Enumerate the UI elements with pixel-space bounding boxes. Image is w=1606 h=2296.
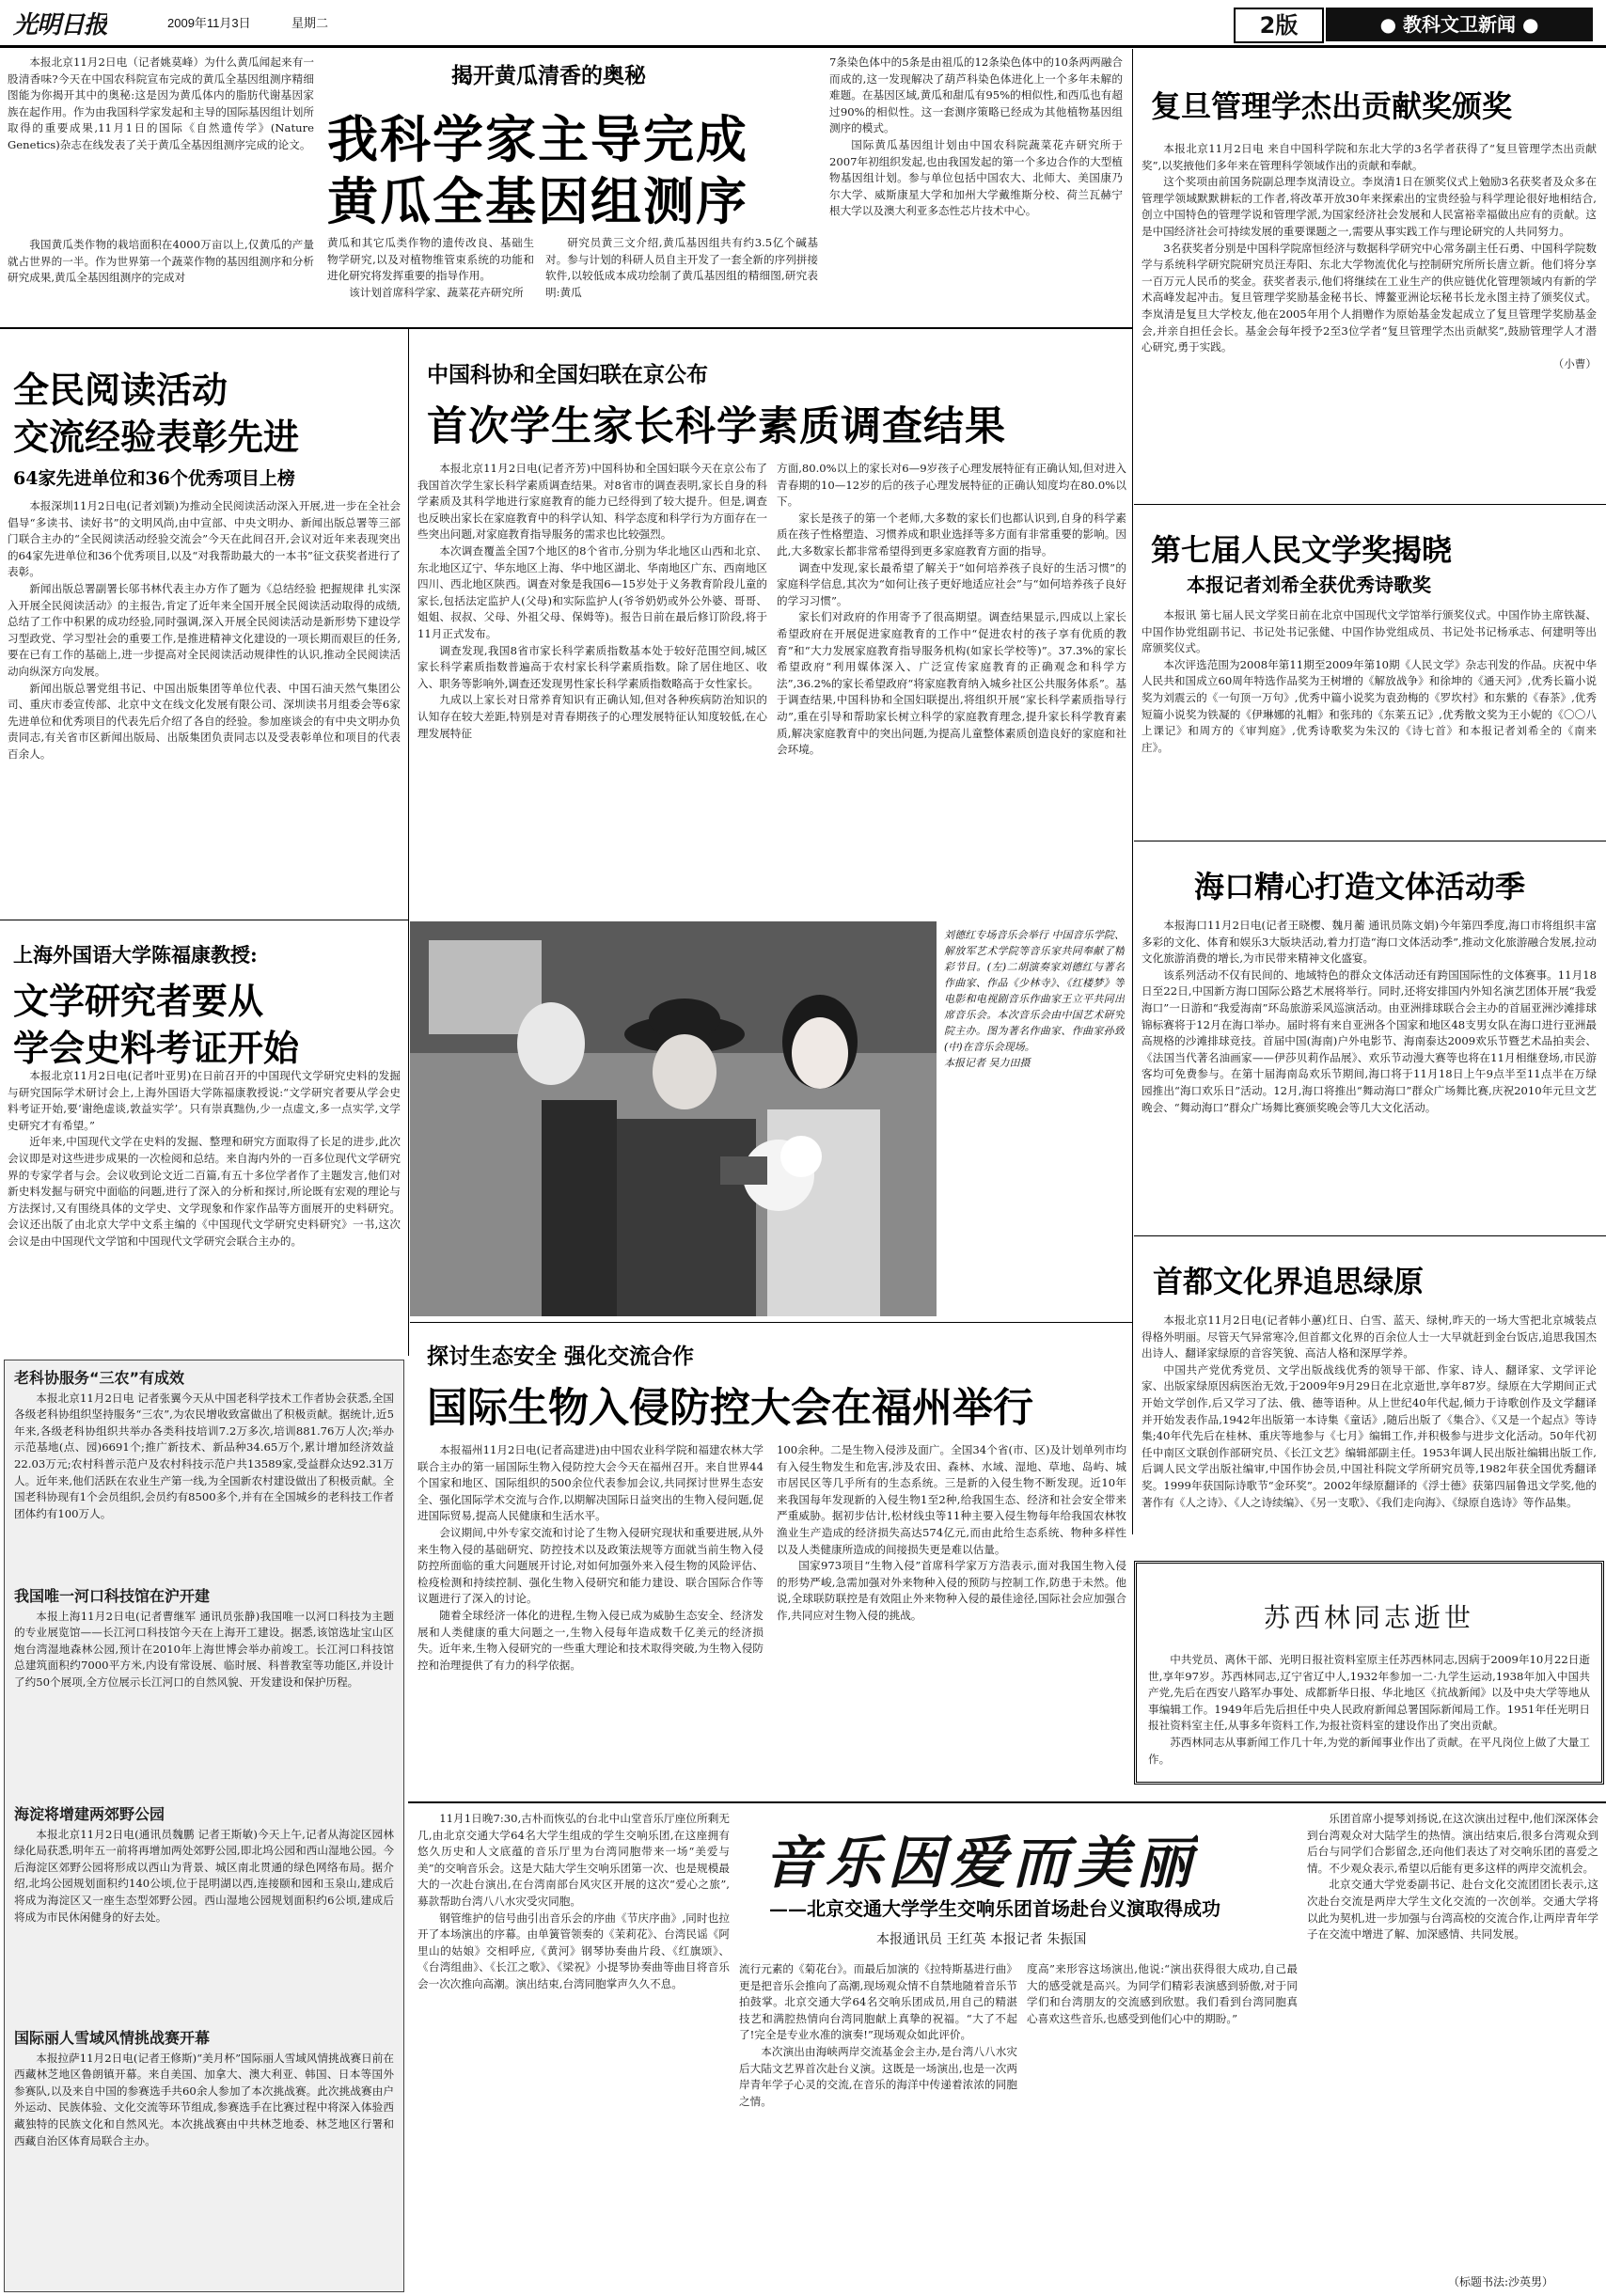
shangwai-paragraph: 近年来,中国现代文学在史料的发掘、整理和研究方面取得了长足的进步,此次会议即是对这些进步成果的一次检阅和总结。来自海内外的一百多位现代文学研究界的专家学者与会。会议收到论文近二百篇,有五十多位学者作了主题发言,他们对新史料发掘与研究中面临的问题,进行了深入的分析和探讨,所论既有宏观的理论与方法探讨,又有围绕具体的文学史、文学现象和作家作品等方面展开的史料研究。会议还出版了由北京大学中文系主编的《中国现代文学研究史料研究》一书,这次会议是由中国现代文学馆和中国现代文学研究会联合主办的。 <box>8 1135 401 1248</box>
section-rule <box>410 1322 1132 1323</box>
masthead-weekday: 星期二 <box>291 16 329 30</box>
fudan-paragraph: 这个奖项由前国务院副总理李岚清设立。李岚清1日在颁奖仪式上勉励3名获奖者及众多在管理学领域默默耕耘的工作者,将改革开放30年来探索出的宝贵经验与科学理论很好地相结合,创立中国特色的管理学说和管理学派,为国家经济社会发展和人民富裕幸福做出应有的贡献。这是中国经济社会可持续发展的重要课题之一,需要从事实践工作与理论研究的人共同努力。 <box>1142 175 1597 238</box>
reading-headline-2: 交流经验表彰先进 <box>13 417 300 458</box>
wenxue-subheadline: 本报记者刘希全获优秀诗歌奖 <box>1187 574 1431 596</box>
concert-photo-image <box>410 921 937 1316</box>
haikou-paragraph: 本报海口11月2日电(记者王晓樱、魏月蘅 通讯员陈文娟)今年第四季度,海口市将组织丰富多彩的文化、体育和娱乐3大版块活动,着力打造“海口文体活动季”,推动文化旅游融合发展,拉动文化旅游消费的增长,为市民带来精神文化盛宴。 <box>1142 919 1597 966</box>
shangwai-paragraph: 本报北京11月2日电(记者叶亚男)在日前召开的中国现代文学研究史料的发掘与研究国际学术研讨会上,上海外国语大学陈福康教授说:“文学研究者要从学会史料考证开始,要‘谢绝虚谈,敦益实学’。只有崇真黜伪,少一点虚文,多一点实学,文学史研究才有希望。” <box>8 1069 401 1132</box>
cucumber-paragraph: 该计划首席科学家、蔬菜花卉研究所 <box>349 285 524 299</box>
bio-paragraph: 100余种。二是生物入侵涉及面广。全国34个省(市、区)及计划单列市均有入侵生物发生和危害,涉及农田、森林、水域、湿地、草地、岛屿、城市居民区等几乎所有的生态系统。三是新的入侵生物不断发现。近10年来我国每年发现新的入侵生物1至2种,给我国生态、经济和社会安全带来严重威胁。据初步估计,松材线虫等11种主要入侵生物每年给我国农林牧渔业生产造成的经济损失高达574亿元,而由此给生态系统、物种多样性以及人类健康所造成的间接损失更是难以估量。 <box>777 1443 1126 1556</box>
survey-col-b <box>777 461 1126 916</box>
short-news-title: 我国唯一河口科技馆在沪开建 <box>14 1588 211 1605</box>
bio-paragraph: 随着全球经济一体化的进程,生物入侵已成为威胁生态安全、经济发展和人类健康的重大问题之一,生物入侵每年造成数千亿美元的经济损失。近年来,生物入侵研究的一些重大理论和技术取得突破,为生物入侵防控和治理提供了有力的科学依据。 <box>417 1608 764 1672</box>
music-col-c <box>1027 1961 1298 2290</box>
music-paragraph: 11月1日晚7:30,古朴而恢弘的台北中山堂音乐厅座位所剩无几,由北京交通大学64名大学生组成的学生交响乐团,在这座拥有悠久历史和人文底蕴的音乐厅里为台湾同胞带来一场“美爱与美”的交响音乐会。这是大陆大学生交响乐团第一次、也是规模最大的一次赴台演出,在台湾南部台风灾区开展的这次“爱心之旅”,募款帮助台湾八八水灾受灾同胞。 <box>417 1812 730 1908</box>
section-rule <box>1134 1235 1606 1236</box>
shangwai-kicker: 上海外国语大学陈福康教授: <box>13 943 258 967</box>
short-news-title: 海淀将增建两郊野公园 <box>14 1806 165 1823</box>
music-col-a <box>417 1811 730 2290</box>
survey-paragraph: 家长们对政府的作用寄予了很高期望。调查结果显示,四成以上家长希望政府在开展促进家庭教育的工作中“促进农村的孩子享有优质的教育”和“大力发展家庭教育指导服务机构(如家长学校等)”。37.3%的家长希望政府“利用媒体深入、广泛宣传家庭教育的正确观念和科学方法”,36.2%的家长希望政府“将家庭教育纳入城乡社区公共服务体系”。基于调查结果,中国科协和全国妇联提出,将组织开展“家长科学素质指导行动”,重在引导和帮助家长树立科学的家庭教育理念,提升家长科学教育素质,解决家庭教育中的突出问题,为提高儿童整体素质创造良好的家庭和社会环境。 <box>777 610 1126 757</box>
survey-col-a <box>417 461 767 916</box>
wenxue-paragraph: 本次评选范围为2008年第11期至2009年第10期《人民文学》杂志刊发的作品。庆祝中华人民共和国成立60周年特选作品奖为王树增的《解放战争》和徐坤的《通天河》,优秀长篇小说奖为刘震云的《一句顶一万句》,优秀中篇小说奖为袁劲梅的《罗坎村》和东紫的《春茶》,优秀短篇小说奖为铁凝的《伊琳娜的礼帽》和张玮的《东莱五记》,优秀散文奖为王小妮的《〇〇八上课记》和周方的《审判庭》,优秀诗歌奖为朱汉的《诗七首》和本报记者刘希全的《南来庄》。 <box>1142 657 1597 754</box>
obituary-headline: 苏西林同志逝世 <box>1263 1602 1474 1633</box>
music-subheadline: ——北京交通大学学生交响乐团首场赴台义演取得成功 <box>769 1897 1220 1920</box>
cucumber-paragraph: 黄瓜和其它瓜类作物的遗传改良、基础生物学研究,以及对植物维管束系统的功能和进化研究将发挥重要的指导作用。 <box>327 236 534 283</box>
reading-headline-1: 全民阅读活动 <box>13 370 228 411</box>
bio-kicker: 探讨生态安全 强化交流合作 <box>427 1344 695 1369</box>
masthead-date: 2009年11月3日 <box>167 16 251 30</box>
bio-col-a <box>417 1442 764 1796</box>
bio-paragraph: 本报福州11月2日电(记者高建进)由中国农业科学院和福建农林大学联合主办的第一届国际生物入侵防控大会今天在福州召开。来自世界44个国家和地区、国际组织的500余位代表参加会议,共同探讨世界生态安全、强化国际学术交流与合作,以期解决国际日益突出的生物入侵问题,促进国际贸易,提高人民健康和生活水平。 <box>417 1443 764 1523</box>
survey-paragraph: 本报北京11月2日电(记者齐芳)中国科协和全国妇联今天在京公布了我国首次学生家长科学素质调查结果。对8省市的调查表明,家长自身的科学素质及其科学地进行家庭教育的能力已经得到了较大提升。但是,调查也反映出家长在家庭教育中的科学认知、科学态度和科学行为方面存在一些突出问题,对家庭教育指导服务的需求也比较强烈。 <box>417 462 767 542</box>
shoudu-headline: 首都文化界追思绿原 <box>1153 1264 1425 1299</box>
short-news-text: 本报北京11月2日电(通讯员魏鹏 记者王斯敏)今天上午,记者从海淀区园林绿化局获悉,明年五一前将再增加两处郊野公园,即北坞公园和西山湿地公园。今后海淀区郊野公园将形成以西山为背景、城区南北贯通的绿色网络布局。据介绍,北坞公园规划面积约140公顷,位于昆明湖以西,连接颐和园和玉泉山,建成后将成为海淀区又一座生态型郊野公园。西山湿地公园规划面积约6公顷,建成后将成为市民休闲健身的好去处。 <box>14 1827 394 1924</box>
music-paragraph: 流行元素的《菊花台》。而最后加演的《拉特斯基进行曲》更是把音乐会推向了高潮,现场观众情不自禁地随着音乐节拍鼓掌。北京交通大学64名交响乐团成员,用自己的精湛技艺和满腔热情向台湾同胞献上真挚的祝福。“大了不起了!完全是专业水准的演奏!”现场观众如此评价。 <box>739 1962 1017 2042</box>
haikou-headline: 海口精心打造文体活动季 <box>1194 869 1526 904</box>
cucumber-paragraph: 研究员黄三文介绍,黄瓜基因组共有约3.5亿个碱基对。参与计划的科研人员自主开发了一套全新的序列拼接软件,以较低成本成功绘制了黄瓜基因组的精细图,研究表明:黄瓜 <box>545 236 818 299</box>
short-news-item <box>14 1588 394 1795</box>
music-paragraph: 度高”来形容这场演出,他说:“演出获得很大成功,自己最大的感受就是高兴。为同学们精彩表演感到骄傲,对于同学们和台湾朋友的交流感到欣慰。我们看到台湾同胞真心喜欢这些音乐,也感受到他们心中的期盼。” <box>1027 1962 1298 2025</box>
survey-paragraph: 九成以上家长对日常养育知识有正确认知,但对各种疾病防治知识的认知存在较大差距,特别是对青春期孩子的心理发展特征认知度较低,在心理发展特征 <box>417 693 767 740</box>
cucumber-col-a <box>327 235 534 318</box>
bio-col-b <box>777 1442 1126 1796</box>
bio-headline: 国际生物入侵防控大会在福州举行 <box>427 1385 1033 1432</box>
reading-paragraph: 新闻出版总署党组书记、中国出版集团等单位代表、中国石油天然气集团公司、重庆市委宣传部、北京中文在线文化发展有限公司、深圳读书月组委会等6家先进单位和优秀项目的代表先后介绍了各自的经验。参加座谈会的有中央文明办负责同志,有关省市区新闻出版局、出版集团负责同志以及受表彰单位和项目的代表百余人。 <box>8 681 401 761</box>
music-paragraph: 本次演出由海峡两岸交流基金会主办,是台湾八八水灾后大陆文艺界首次赴台义演。这既是一场演出,也是一次两岸青年学子心灵的交流,在音乐的海洋中传递着浓浓的同胞之情。 <box>739 2044 1017 2108</box>
short-news-text: 本报拉萨11月2日电(记者王修斯)“美月杯”国际丽人雪域风情挑战赛日前在西藏林芝地区鲁朗镇开幕。来自美国、加拿大、澳大利亚、韩国、日本等国外参赛队,以及来自中国的参赛选手共60余人参加了本次挑战赛。此次挑战赛由户外运动、民族体验、文化交流等环节组成,参赛选手在比赛过程中将深入体验西藏独特的民族文化和自然风光。本次挑战赛由中共林芝地委、林芝地区行署和西藏自治区体育局联合主办。 <box>14 2051 394 2147</box>
obituary-paragraph: 中共党员、离休干部、光明日报社资料室原主任苏西林同志,因病于2009年10月22日逝世,享年97岁。苏西林同志,辽宁省辽中人,1932年参加一二·九学生运动,1938年加入中国共产党,先后在西安八路军办事处、成都新华日报、华北地区《抗战新闻》以及中央大学等地从事编辑工作。1949年后先后担任中央人民政府新闻总署国际新闻局工作。1951年任光明日报社资料室主任,从事多年资料工作,为报社资料室的建设作出了突出贡献。 <box>1148 1653 1590 1733</box>
section-rule <box>1134 504 1606 505</box>
cucumber-headline-2: 黄瓜全基因组测序 <box>327 172 748 231</box>
wenxue-paragraph: 本报讯 第七届人民文学奖日前在北京中国现代文学馆举行颁奖仪式。中国作协主席铁凝、中国作协党组副书记、书记处书记张健、中国作协党组成员、书记处书记杨承志、何建明等出席颁奖仪式。 <box>1142 608 1597 655</box>
news-photo <box>410 921 937 1316</box>
cucumber-paragraph: 我国黄瓜类作物的栽培面积在4000万亩以上,仅黄瓜的产量就占世界的一半。作为世界第一个蔬菜作物的基因组测序和分析研究成果,黄瓜全基因组测序的完成对 <box>8 238 314 285</box>
short-news-item <box>14 1370 394 1577</box>
section-label: ● 教科文卫新闻 ● <box>1326 8 1593 41</box>
section-rule <box>408 1801 1606 1803</box>
cucumber-col-c <box>829 55 1123 318</box>
reading-body <box>8 498 401 910</box>
photo-caption <box>944 927 1125 1309</box>
short-news-text: 本报上海11月2日电(记者曹继军 通讯员张静)我国唯一以河口科技为主题的专业展览馆——长江河口科技馆今天在上海开工建设。据悉,该馆选址宝山区炮台湾湿地森林公园,预计在2010年上海世博会举办前竣工。长江河口科技馆总建筑面积约7000平方米,内设有常设展、临时展、科普教室等功能区,并设计了约50个展项,全方位展示长江河口的自然风貌、开发建设和保护历程。 <box>14 1609 394 1689</box>
short-news-box <box>4 1360 404 2292</box>
short-news-title: 老科协服务“三农”有成效 <box>14 1370 185 1387</box>
music-credit: （标题书法:沙英男） <box>1448 2275 1554 2288</box>
shangwai-headline-1: 文学研究者要从 <box>13 981 264 1022</box>
haikou-paragraph: 该系列活动不仅有民间的、地域特色的群众文体活动还有跨国国际性的文体赛事。11月18日至22日,中国新方海口国际公路艺术展将举行。同时,还将安排国内外知名演艺团体开展“我爱海口”一日游和“我爱海南”环岛旅游采风巡演活动。由亚洲排球联合会主办的首届亚洲沙滩排球锦标赛将于12月在海口举办。届时将有来自亚洲各个国家和地区48支男女队在海口进行亚洲最高规格的沙滩排球竞技。首届中国(海南)户外电影节、海南泰达2009欢乐节暨艺术品拍卖会、《法国当代著名油画家——伊莎贝莉作品展》、欢乐节动漫大赛等也将在11月相继登场,市民游客均可免费参与。在第十届海南岛欢乐节期间,海口将于11月18日上午9点半至11点半在万绿园推出“海口欢乐日”活动。12月,海口将推出“舞动海口”群众广场舞比赛,庆祝2010年元旦文艺晚会、“舞动海口”群众广场舞比赛颁奖晚会等几大文化活动。 <box>1142 967 1597 1114</box>
wenxue-headline: 第七届人民文学奖揭晓 <box>1151 532 1453 568</box>
music-paragraph: 乐团首席小提琴刘扬说,在这次演出过程中,他们深深体会到台湾观众对大陆学生的热情。演出结束后,很多台湾观众到后台与同学们合影留念,还向他们表达了对交响乐团的喜爱之情。不少观众表示,希望以后能有更多这样的两岸交流机会。 <box>1307 1812 1598 1875</box>
survey-paragraph: 方面,80.0%以上的家长对6—9岁孩子心理发展特征有正确认知,但对进入青春期的10—12岁的后的孩子心理发展特征的正确认知度均在80.0%以下。 <box>777 462 1126 509</box>
bio-paragraph: 会议期间,中外专家交流和讨论了生物入侵研究现状和重要进展,从外来生物入侵的基础研究、防控技术以及政策法规等方面就当前生物入侵防控所面临的重大问题展开讨论,对如何加强外来入侵生物的风险评估、检疫检测和持续控制、强化生物入侵研究和能力建设、联合国际合作等议题进行了深入的讨论。 <box>417 1525 764 1606</box>
cucumber-paragraph: 本报北京11月2日电（记者姚莫峰）为什么黄瓜闻起来有一股清香味?今天在中国农科院宣布完成的黄瓜全基因组测序精细图能为你揭开其中的奥秘:这是因为黄瓜体内的脂肪代谢基因家族在起作用。作为由我国科学家发起和主导的国际基因组计划所取得的重要成果,11月1日的国际《自然遗传学》(Nature Genetics)杂志在线发表了关于黄瓜全基因组测序完成的论文。 <box>8 55 314 151</box>
short-news-item <box>14 1806 394 2019</box>
column-divider <box>408 329 409 1356</box>
obituary-box <box>1134 1561 1604 1785</box>
survey-kicker: 中国科协和全国妇联在京公布 <box>427 362 708 387</box>
survey-paragraph: 调查中发现,家长最希望了解关于“如何培养孩子良好的生活习惯”的家庭科学信息,其次为“如何让孩子更好地适应社会”与“如何培养孩子良好的学习习惯”。 <box>777 560 1126 607</box>
shangwai-body <box>8 1068 401 1350</box>
column-divider <box>1132 49 1133 1534</box>
survey-paragraph: 家长是孩子的第一个老师,大多数的家长们也都认识到,自身的科学素质在孩子性格塑造、习惯养成和职业选择等多方面有非常重要的影响。因此,大多数家长都非常希望得到更多家庭教育方面的指导。 <box>777 511 1126 558</box>
photo-credit: 本报记者 吴力田摄 <box>944 1057 1031 1069</box>
survey-headline: 首次学生家长科学素质调查结果 <box>427 403 1006 450</box>
shangwai-headline-2: 学会史料考证开始 <box>13 1028 300 1069</box>
page-number-box <box>1234 8 1324 43</box>
fudan-headline: 复旦管理学杰出贡献奖颁奖 <box>1151 88 1513 124</box>
page-number: 2版 <box>1259 12 1299 39</box>
reading-subheadline: 64家先进单位和36个优秀项目上榜 <box>13 468 295 489</box>
shoudu-paragraph: 中国共产党优秀党员、文学出版战线优秀的领导干部、作家、诗人、翻译家、文学评论家、出版家绿原因病医治无效,于2009年9月29日在北京逝世,享年87岁。绿原在大学期间正式开始文学创作,后又学习了法、俄、德等语种。从上世纪40年代起,倾力于诗歌创作及文学翻译并开始发表作品,1942年出版第一本诗集《童话》,随后出版了《集合》、《又是一个起点》等诗集;40年代先后在桂林、重庆等地参与《七月》编辑工作,并积极参与进步文化活动。50年代初任中南区文联创作部研究员、《长江文艺》编辑部副主任。1953年调人民出版社编辑出版工作,后调人民文学出版社编审,中国作协会员,中国社科院文学所研究员等,1982年获全国优秀翻译奖。1999年获国际诗歌节“金环奖”。2002年绿原翻译的《浮士德》获第四届鲁迅文学奖,他的著作有《人之诗》、《人之诗续编》、《另一支歌》、《我们走向海》、《绿原自选诗》等作品集。 <box>1142 1362 1597 1509</box>
music-headline: 音乐因爱而美丽 <box>764 1831 1198 1896</box>
survey-paragraph: 调查发现,我国8省市家长科学素质指数基本处于较好范围空间,城区家长科学素质指数普遍高于农村家长科学素质指数。除了居住地区、收入、职务等影响外,调查还发现男性家长科学素质指数略高于女性家长。 <box>417 643 767 690</box>
cucumber-paragraph: 7条染色体中的5条是由祖瓜的12条染色体中的10条两两融合而成的,这一发现解决了葫芦科染色体进化上一个多年未解的难题。在基因区域,黄瓜和甜瓜有95%的相似性,和西瓜也有超过90%的相似性。这一套测序策略已经成为其他植物基因组测序的模式。 <box>829 55 1123 135</box>
reading-paragraph: 本报深圳11月2日电(记者刘颖)为推动全民阅读活动深入开展,进一步在全社会倡导“多读书、读好书”的文明风尚,由中宣部、中央文明办、新闻出版总署等三部门联合主办的“全民阅读活动经验交流会”今天在此间召开,会议对近年来表现突出的64家先进单位和36个优秀项目,以及“对我帮助最大的一本书”征文获奖者进行了表彰。 <box>8 499 401 579</box>
masthead-rule <box>0 45 1606 48</box>
cucumber-lead-2 <box>8 237 314 316</box>
music-paragraph: 北京交通大学党委副书记、赴台文化交流团团长表示,这次赴台交流是两岸大学生文化交流的一次创举。交通大学将以此为契机,进一步加强与台湾高校的交流合作,让两岸青年学子在交流中增进了解、加深感情、共同发展。 <box>1307 1878 1598 1942</box>
shoudu-paragraph: 本报北京11月2日电(记者韩小蕙)红日、白雪、蓝天、绿树,昨天的一场大雪把北京城装点得格外明丽。尽管天气异常寒冷,但首都文化界的百余位人士一大早就赶到金台饭店,追思我国杰出诗人、翻译家绿原的音容笑貌、高洁人格和深厚学养。 <box>1142 1313 1597 1360</box>
fudan-body <box>1142 141 1597 491</box>
photo-caption-text: 刘德红专场音乐会举行 中国音乐学院、解放军艺术学院等音乐家共同奉献了精彩节目。(左)二胡演奏家刘德红与著名作曲家、作品《少林寺》、《红楼梦》等电影和电视剧音乐作曲家王立平共同出席音乐会。本次音乐会由中国艺术研究院主办。图为著名作曲家、作曲家孙致(中)在音乐会现场。 <box>944 929 1125 1053</box>
music-col-b <box>739 1961 1017 2290</box>
music-paragraph: 钢管维护的信号曲引出音乐会的序曲《节庆序曲》,同时也拉开了本场演出的序幕。由单簧管领奏的《茉莉花》、台湾民谣《阿里山的姑娘》交相呼应,《黄河》钢琴协奏曲片段、《红旗颂》、《台湾组曲》、《长江之歌》、《梁祝》小提琴协奏曲等曲目将音乐会一次次推向高潮。演出结束,台湾同胞掌声久久不息。 <box>417 1911 730 1990</box>
survey-paragraph: 本次调查覆盖全国7个地区的8个省市,分别为华北地区山西和北京、东北地区辽宁、华东地区上海、华中地区湖北、华南地区广东、西南地区四川、西北地区陕西。调查对象是我国6—15岁处于义务教育阶段儿童的家长,包括法定监护人(父母)和实际监护人(爷爷奶奶或外公外婆、哥哥、姐姐、叔叔、父母、外祖父母、保姆等)。报告日前在最后修订阶段,将于11月正式发布。 <box>417 543 767 640</box>
haikou-body <box>1142 918 1597 1252</box>
reading-paragraph: 新闻出版总署副署长邬书林代表主办方作了题为《总结经验 把握规律 扎实深入开展全民阅读活动》的主报告,肯定了近年来全国开展全民阅读活动取得的成绩,总结了工作中积累的成功经验,同时强调,深入开展全民阅读活动是新形势下建设学习型政党、学习型社会的重要工作,是推进精神文化建设的一项长期而艰巨的任务,要在已有工作的基础上,进一步提高对全民阅读活动规律性的认识,推动全民阅读活动向纵深方向发展。 <box>8 581 401 678</box>
cucumber-col-b <box>545 235 818 318</box>
cucumber-paragraph: 国际黄瓜基因组计划由中国农科院蔬菜花卉研究所于2007年初组织发起,也由我国发起的第一个多边合作的大型植物基因组计划。参与单位包括中国农大、北师大、美国康乃尔大学、威斯康星大学和加州大学戴维斯分校、荷兰瓦赫宁根大学以及澳大利亚多态性芯片技术中心。 <box>829 137 1123 218</box>
fudan-paragraph: 本报北京11月2日电 来自中国科学院和东北大学的3名学者获得了“复旦管理学杰出贡献奖”,以奖掖他们多年来在管理科学领域作出的贡献和奉献。 <box>1142 142 1597 172</box>
fudan-paragraph: 3名获奖者分别是中国科学院席恒经济与数据科学研究中心常务副主任石勇、中国科学院数学与系统科学研究院研究员汪寿阳、东北大学物流优化与控制研究所所长唐立新。他们将分享一百万元人民币的奖金。获奖者表示,他们将继续在工业生产的供应链优化管理领域内有新的学术高峰发起冲击。复旦管理学奖励基金秘书长、博鳌亚洲论坛秘书长龙永图主持了颁奖仪式。李岚清是复旦大学校友,他在2005年用个人捐赠作为原始基金发起成立了复旦管理学奖励基金会,并亲自担任会长。基金会每年授予2至3位学者“复旦管理学杰出贡献奖”,鼓励管理学人才潜心研究,勇于实践。 <box>1142 241 1597 354</box>
masthead-paper-name: 光明日报 <box>13 11 108 39</box>
obituary-paragraph: 苏西林同志从事新闻工作几十年,为党的新闻事业作出了贡献。在平凡岗位上做了大量工作。 <box>1148 1735 1590 1766</box>
cucumber-headline-1: 我科学家主导完成 <box>327 110 748 169</box>
bio-paragraph: 国家973项目“生物入侵”首席科学家万方浩表示,面对我国生物入侵的形势严峻,急需加强对外来物种入侵的预防与控制工作,防患于未然。他说,全球联防联控是有效阻止外来物种入侵的最佳途径,国际社会应加强合作,共同应对生物入侵的挑战。 <box>777 1559 1126 1622</box>
short-news-title: 国际丽人雪域风情挑战赛开幕 <box>14 2030 211 2047</box>
cucumber-kicker: 揭开黄瓜清香的奥秘 <box>451 63 646 88</box>
music-col-d <box>1307 1811 1598 2270</box>
section-rule <box>0 327 1132 329</box>
fudan-credit: （小曹） <box>1552 356 1597 370</box>
shoudu-body <box>1142 1313 1597 1559</box>
wenxue-body <box>1142 607 1597 833</box>
obituary-body <box>1148 1652 1590 1784</box>
short-news-item <box>14 2030 394 2252</box>
music-byline: 本报通讯员 王红英 本报记者 朱振国 <box>876 1932 1087 1947</box>
short-news-text: 本报北京11月2日电 记者张翼今天从中国老科学技术工作者协会获悉,全国各级老科协组织坚持服务“三农”,为农民增收致富做出了积极贡献。据统计,近5年来,各级老科协组织共举办各类科技培训7.2万多次,培训881.76万人次;举办示范基地(点、园)6691个;推广新技术、新品种34.65万个,累计增加经济效益22.03万元;农村科普示范户及农村科技示范户共13589家,受益群众达92.31万人。近年来,他们活跃在农业生产第一线,为全国新农村建设做出了积极贡献。全国老科协现有1个会员组织,会员约有8500多个,并有在全国城乡的老科技工作者团体约有100万人。 <box>14 1391 394 1520</box>
